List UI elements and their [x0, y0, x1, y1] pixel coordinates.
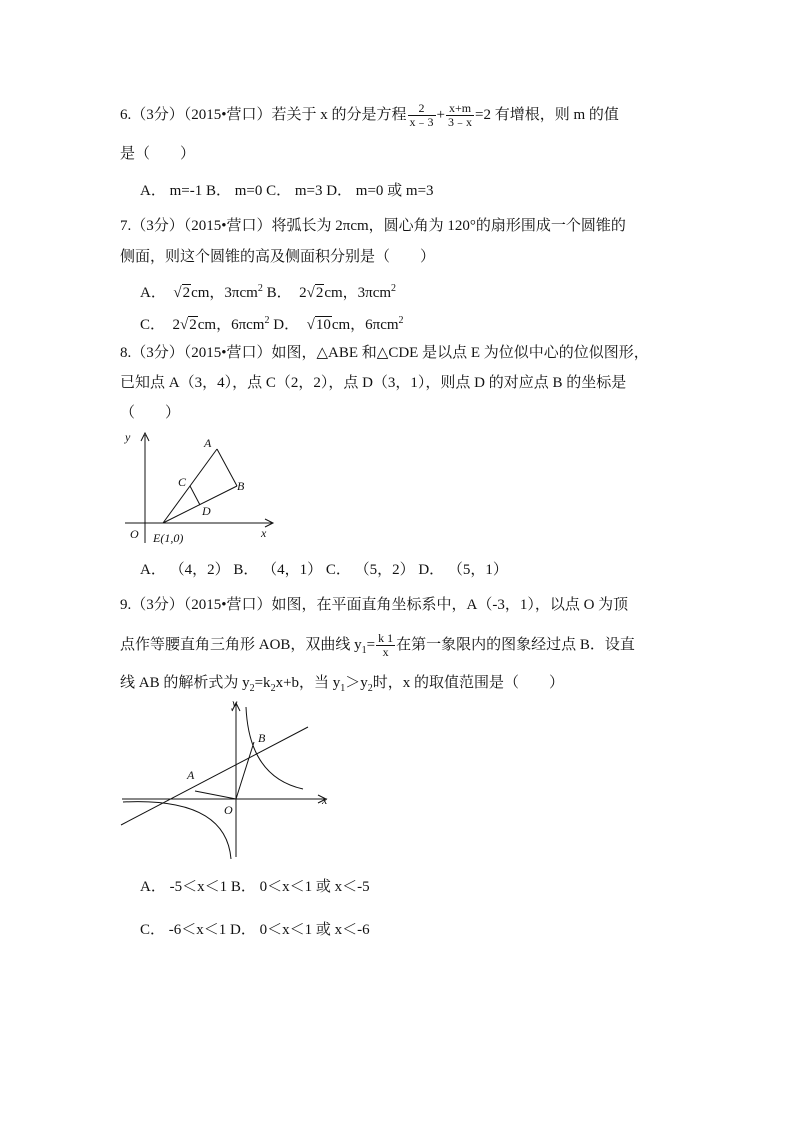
q9-stem-line2: 点作等腰直角三角形 AOB，双曲线 $y_1=$ $\frac{k 1}{x}$ 在第一象限内的图象经过点 B．设直 — [120, 631, 635, 659]
q8-point-e-label: E(1,0) — [153, 531, 184, 545]
q7-options-cd: C． 2√2cm，6πcm$^2$ D． √10cm，6πcm$^2$ — [140, 315, 404, 333]
q9-fraction: $\frac{k 1}{x}$ — [378, 631, 394, 659]
q6-stem — [120, 102, 619, 129]
q8-point-a-label: A — [204, 436, 212, 450]
q9-point-b-label: B — [258, 731, 266, 745]
q8-point-c-label: C — [178, 475, 187, 489]
q8-stem-line2: 已知点 A（3，4），点 C（2，2），点 D（3，1），则点 D 的对应点 B 的坐标是 — [120, 375, 627, 391]
q9-stem-line1: 9.（3分）（2015•营口）如图，在平面直角坐标系中，A（-3，1），以点 O 为顶 — [120, 597, 629, 613]
q6-prefix: 6.（3分）（2015•营口）若关于 x 的分是方程 — [120, 106, 407, 123]
q8-x-label: x — [261, 526, 267, 540]
q9-origin-label: O — [224, 803, 233, 817]
q7-stem-line2: 侧面，则这个圆锥的高及侧面积分别是（ ） — [120, 249, 436, 265]
q6-options: A． m=-1 B． m=0 C． m=3 D． m=0 或 m=3 — [140, 183, 434, 199]
q9-x-label: x — [322, 793, 328, 807]
q9-stem-line3: 线 AB 的解析式为 $y_2=k_2x+b$，当 $y_1>y_2$时，x 的取值范围是（ ） — [120, 675, 565, 694]
q7-stem-line1: 7.（3分）（2015•营口）将弧长为 2πcm，圆心角为 120°的扇形围成一个圆锥的 — [120, 218, 626, 234]
q6-stem-line2: 是（ ） — [120, 146, 196, 162]
q8-origin-label: O — [130, 527, 139, 541]
q8-figure — [115, 425, 285, 550]
q8-stem-line3: （ ） — [120, 405, 181, 421]
q6-plus: + — [436, 106, 445, 123]
q7-options-ab: A． √2cm，3πcm$^2$ B． 2√2cm，3πcm$^2$ — [140, 283, 397, 301]
q8-point-b-label: B — [237, 479, 245, 493]
q8-y-label: y — [125, 430, 131, 444]
q9-options-ab: A． -5＜x＜1 B． 0＜x＜1 或 x＜-5 — [140, 879, 370, 895]
q8-stem-line1: 8.（3分）（2015•营口）如图，△ABE 和△CDE 是以点 E 为位似中心的位似图形， — [120, 345, 649, 361]
q9-figure — [118, 697, 333, 867]
q9-options-cd: C． -6＜x＜1 D． 0＜x＜1 或 x＜-6 — [140, 922, 370, 938]
q8-options: A． （4，2） B． （4，1） C． （5，2） D． （5，1） — [140, 562, 508, 578]
q6-fraction-2: $\frac{x+m}{3﹣x}$ — [448, 101, 473, 129]
q8-point-d-label: D — [202, 504, 211, 518]
q6-fraction-1: $\frac{2}{x﹣3}$ — [409, 101, 434, 129]
q9-y-label: y — [232, 696, 238, 710]
q6-suffix: =2 有增根，则 m 的值 — [475, 106, 619, 123]
q9-point-a-label: A — [187, 768, 195, 782]
